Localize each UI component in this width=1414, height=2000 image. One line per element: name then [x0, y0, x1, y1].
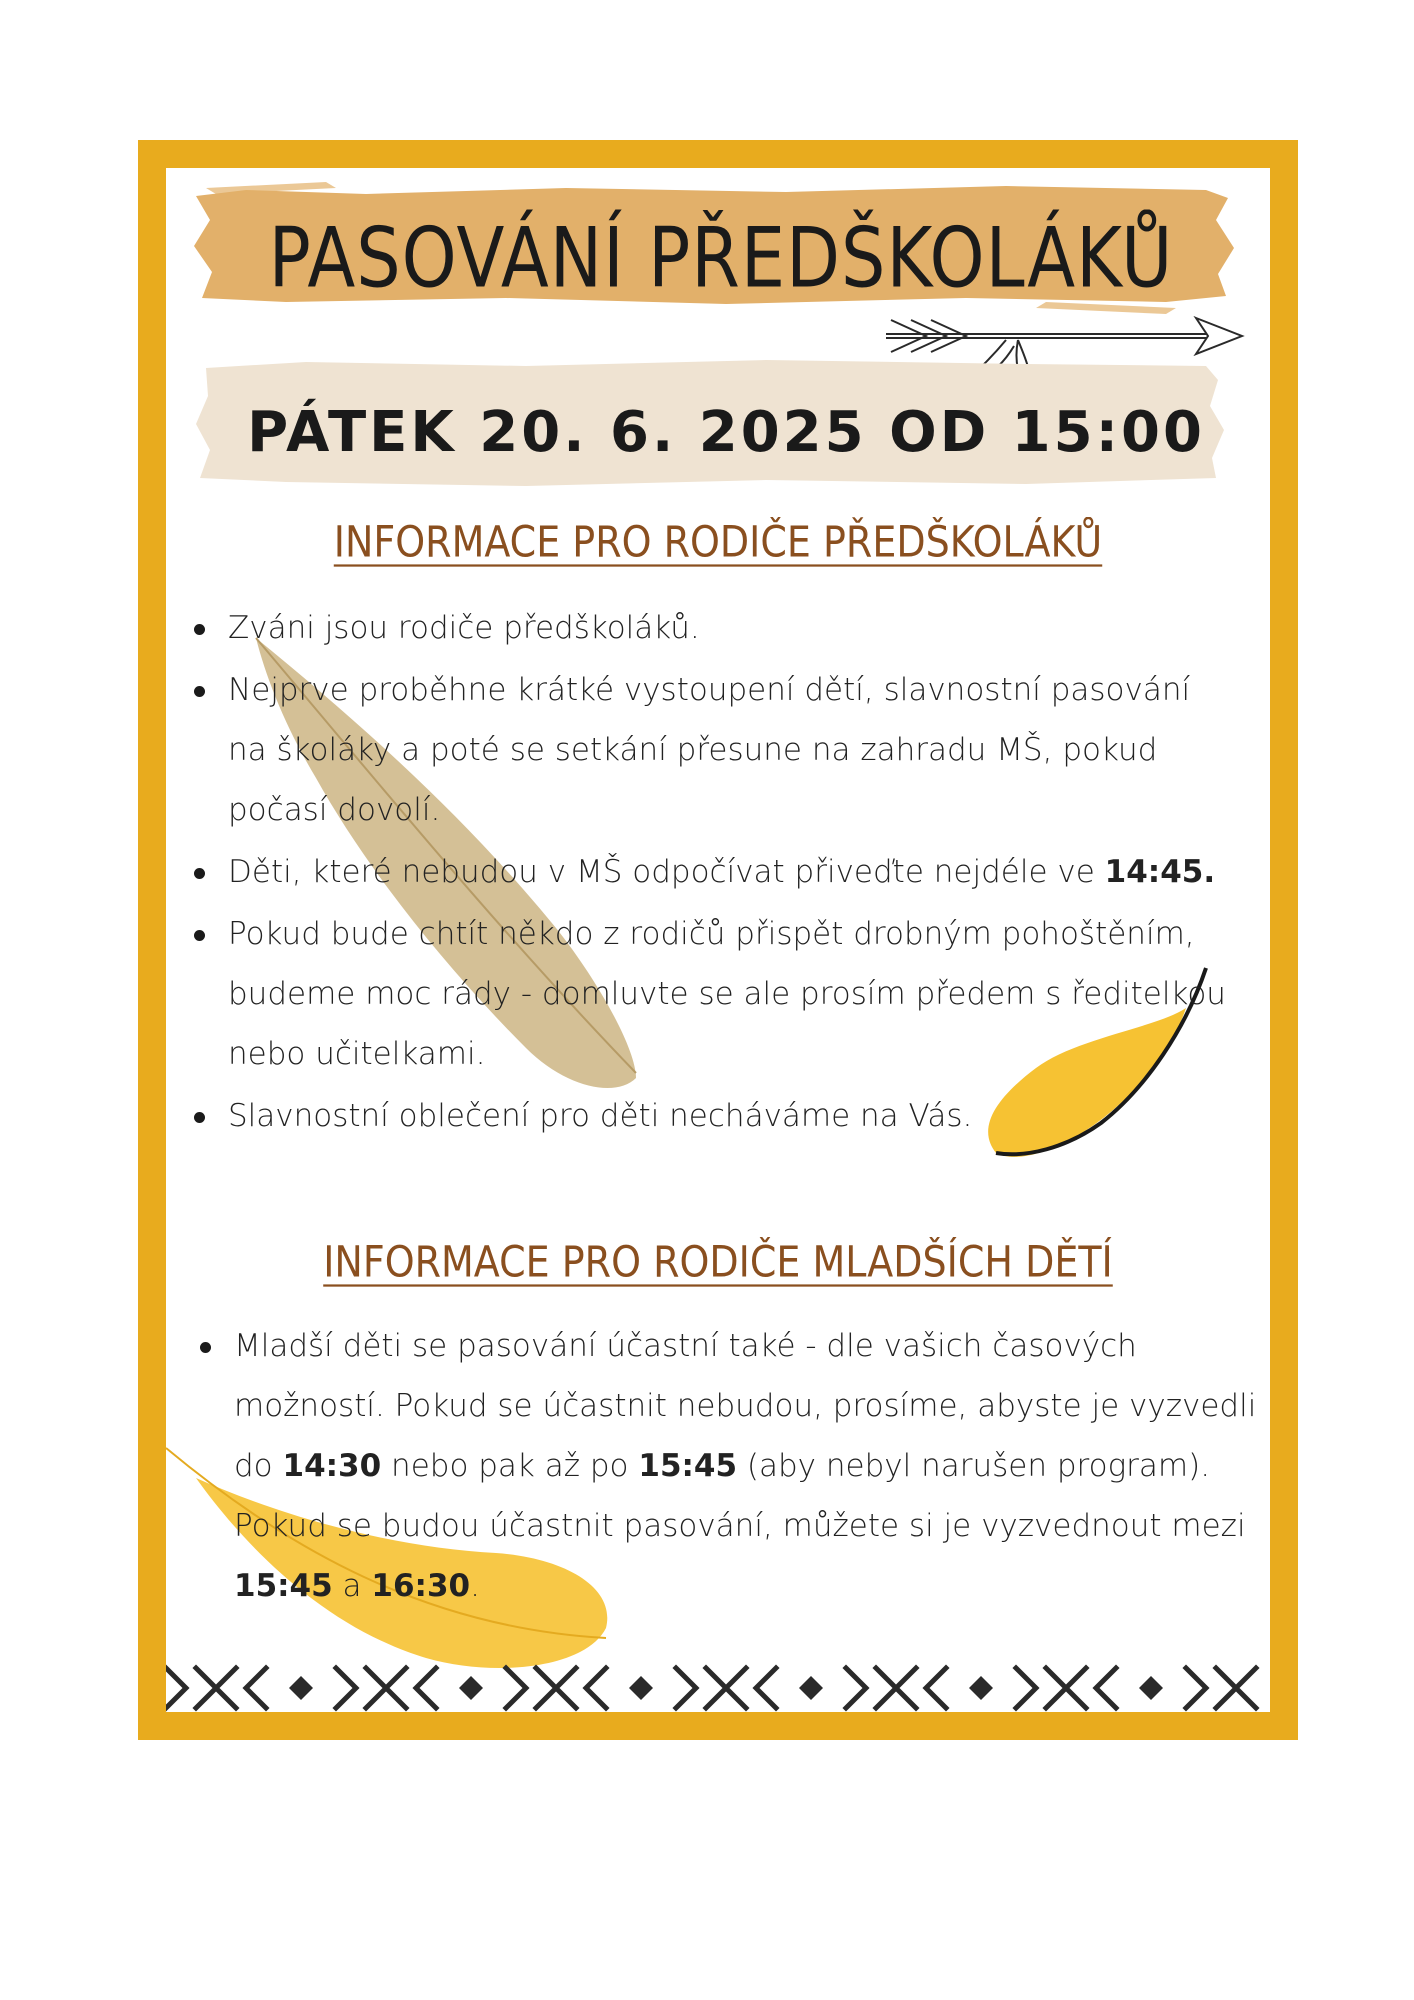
list-item-text: . [1203, 854, 1216, 890]
date-block [226, 386, 1226, 478]
list-item-text: Slavnostní oblečení pro děti necháváme na Vás. [228, 1098, 973, 1134]
list-item-text: Nejprve proběhne krátké vystoupení dětí, slavnostní pasování na školáky a poté se setkání přesune na zahradu MŠ, pokud počasí dovolí. [228, 672, 1191, 828]
poster-frame [138, 140, 1298, 1740]
list-item-text: Pokud bude chtít někdo z rodičů přispět drobným pohoštěním, budeme moc rády - domluvte se ale prosím předem s ředitelkou nebo učitelkami. [228, 916, 1226, 1072]
bullet-icon [194, 686, 205, 697]
bullet-icon [194, 1112, 205, 1123]
time-value: 14:45 [1104, 854, 1204, 890]
list-item-text: a [332, 1568, 372, 1604]
bullet-icon [194, 930, 205, 941]
tribal-pattern-border [166, 1668, 1256, 1708]
list-item [234, 1316, 1274, 1616]
list-item [228, 904, 1238, 1084]
list-item-text: Mladší děti se pasování účastní také - dle vašich časových možností. Pokud se účastnit nebudou, prosíme, abyste je vyzvedli do [234, 1328, 1257, 1484]
time-value: 15:45 [638, 1448, 738, 1484]
list-item [228, 660, 1238, 840]
list-item-text: Zváni jsou rodiče předškoláků. [228, 610, 700, 646]
section-heading-preschool: INFORMACE PRO RODIČE PŘEDŠKOLÁKŮ [333, 517, 1103, 567]
time-value: 15:45 [234, 1568, 333, 1604]
list-item-text: nebo pak až po [381, 1448, 639, 1484]
younger-info-list [186, 1316, 1274, 1618]
bullet-icon [194, 624, 205, 635]
list-item-text: Děti, které nebudou v MŠ odpočívat přiveďte nejdéle ve [228, 854, 1105, 890]
list-item [228, 1086, 1238, 1146]
event-date: PÁTEK 20. 6. 2025 OD 15:00 [247, 399, 1205, 465]
bullet-icon [200, 1342, 211, 1353]
page-title: PASOVÁNÍ PŘEDŠKOLÁKŮ [268, 209, 1174, 307]
list-item [228, 598, 1238, 658]
title-block [206, 198, 1236, 318]
list-item [228, 842, 1238, 902]
list-item-text: . [470, 1568, 480, 1604]
time-value: 14:30 [282, 1448, 382, 1484]
bullet-icon [194, 868, 205, 879]
time-value: 16:30 [371, 1568, 471, 1604]
section-heading-younger: INFORMACE PRO RODIČE MLADŠÍCH DĚTÍ [323, 1237, 1113, 1287]
preschool-info-list [180, 598, 1238, 1148]
list-item-text: (aby nebyl narušen program). Pokud se budou účastnit pasování, můžete si je vyzvednout mezi [234, 1448, 1246, 1544]
